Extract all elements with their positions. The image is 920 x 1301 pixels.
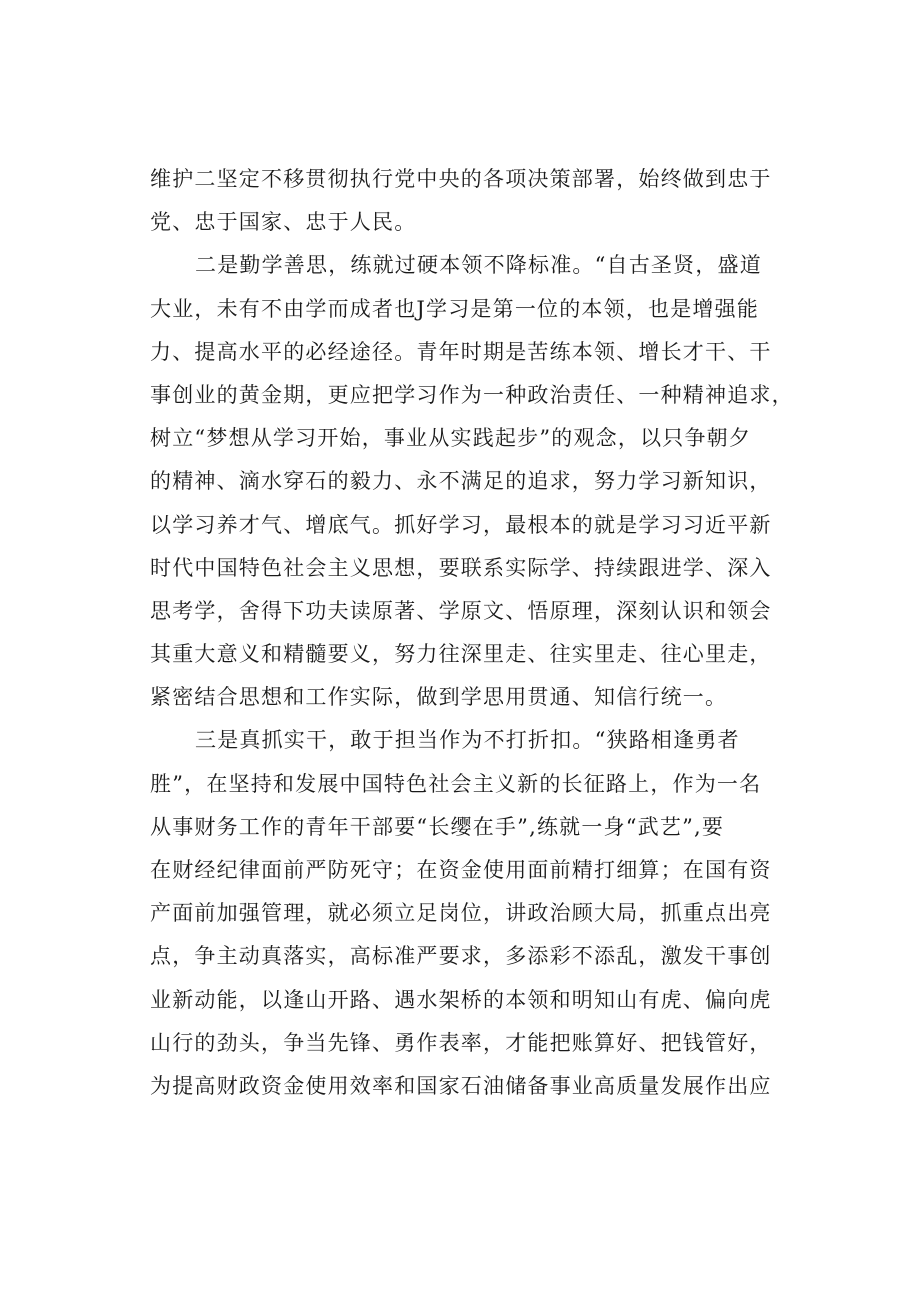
text-line-3: 二是勤学善思，练就过硬本领不降标准。“自古圣贤，盛道 — [195, 253, 762, 278]
text-line-4: 大业，未有不由学而成者也J学习是第一位的本领，也是增强能 — [150, 296, 760, 321]
text-line-10: 时代中国特色社会主义思想，要联系实际学、持续跟进学、深入 — [150, 555, 772, 580]
text-line-11: 思考学，舍得下功夫读原著、学原文、悟原理，深刻认识和领会 — [150, 598, 772, 623]
text-line-21: 山行的劲头，争当先锋、勇作表率，才能把账算好、把钱管好， — [150, 1030, 772, 1055]
text-line-15: 胜”，在坚持和发展中国特色社会主义新的长征路上，作为一名 — [150, 771, 762, 796]
text-line-8: 的精神、滴水穿石的毅力、永不满足的追求，努力学习新知识， — [150, 469, 772, 494]
text-line-1: 维护二坚定不移贯彻执行党中央的各项决策部署，始终做到忠于 — [150, 167, 772, 191]
text-line-6: 事创业的黄金期，更应把学习作为一种政治责任、一种精神追求， — [150, 382, 794, 407]
text-line-2: 党、忠于国家、忠于人民。 — [150, 210, 417, 235]
text-line-14: 三是真抓实干，敢于担当作为不打折扣。“狭路相逢勇者 — [195, 728, 740, 753]
text-line-22: 为提高财政资金使用效率和国家石油储备事业高质量发展作出应 — [150, 1073, 772, 1098]
text-line-13: 紧密结合思想和工作实际，做到学思用贯通、知信行统一。 — [150, 685, 728, 710]
text-line-18: 产面前加强管理，就必须立足岗位，讲政治顾大局，抓重点出亮 — [150, 901, 772, 926]
text-line-12: 其重大意义和精髓要义，努力往深里走、往实里走、往心里走， — [150, 642, 772, 667]
text-line-5: 力、提高水平的必经途径。青年时期是苦练本领、增长才干、干 — [150, 339, 772, 364]
text-line-9: 以学习养才气、增底气。抓好学习，最根本的就是学习习近平新 — [150, 512, 772, 537]
text-line-19: 点，争主动真落实，高标准严要求，多添彩不添乱，激发干事创 — [150, 944, 772, 969]
text-line-16: 从事财务工作的青年干部要“长缨在手”,练就一身“武艺”,要 — [150, 814, 725, 839]
text-line-17: 在财经纪律面前严防死守；在资金使用面前精打细算；在国有资 — [150, 858, 772, 882]
text-line-7: 树立“梦想从学习开始，事业从实践起步”的观念，以只争朝夕 — [150, 426, 752, 451]
text-line-20: 业新动能，以逢山开路、遇水架桥的本领和明知山有虎、偏向虎 — [150, 987, 772, 1012]
body-text — [150, 158, 810, 1108]
